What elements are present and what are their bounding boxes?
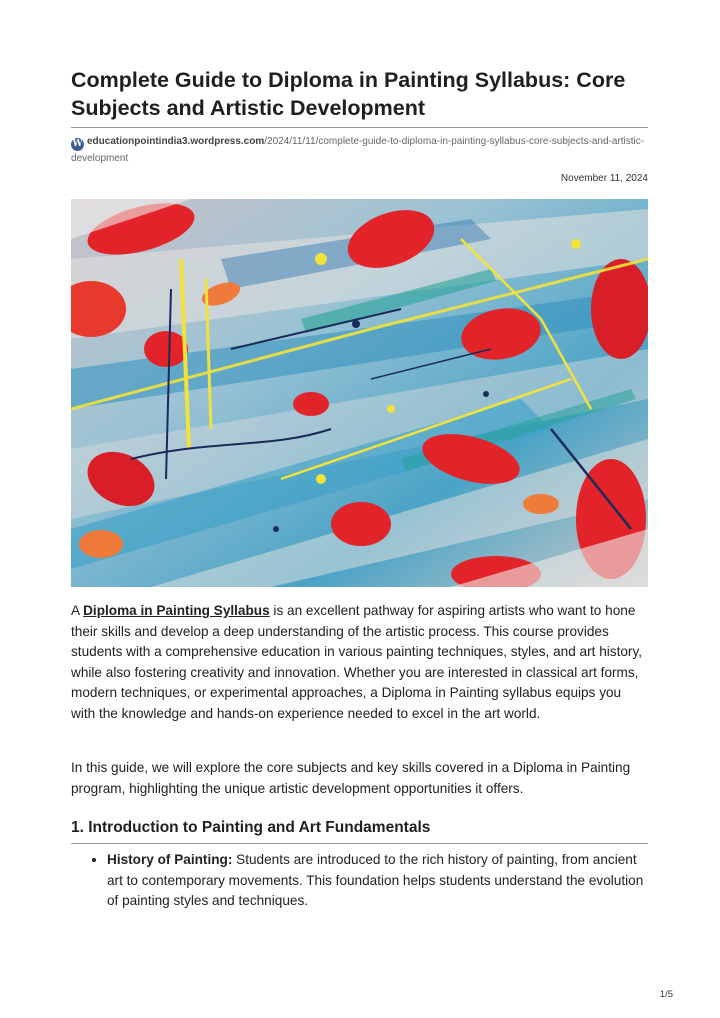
section-heading-1: 1. Introduction to Painting and Art Fundamentals xyxy=(71,819,431,836)
bullet-text: Students are introduced to the rich history of painting, from ancient art to contemporary movements. This foundation helps students understand the evolution of painting styles and techniques. xyxy=(107,852,644,909)
intro-paragraph xyxy=(71,601,648,725)
section-divider xyxy=(71,843,648,844)
article-title: Complete Guide to Diploma in Painting Syllabus: Core Subjects and Artistic Development xyxy=(71,68,626,120)
bullet-item-history xyxy=(107,850,648,912)
intro-text-after: is an excellent pathway for aspiring artists who want to hone their skills and develop a deep understanding of the artistic process. This course provides students with a comprehensive education in various painting techniques, styles, and art history, while also fostering creativity and innovation. Whether you are interested in classical art forms, modern techniques, or experimental approaches, a Diploma in Painting syllabus equips you with the knowledge and hands-on experience needed to excel in the art world. xyxy=(71,603,643,721)
source-path[interactable]: /2024/11/11/complete-guide-to-diploma-in-painting-syllabus-core-subjects-and-artistic-development xyxy=(71,136,645,164)
source-url[interactable] xyxy=(71,134,648,166)
section1-bullet-list xyxy=(71,850,648,912)
intro-text-before: A xyxy=(71,603,84,618)
source-domain[interactable]: educationpointindia3.wordpress.com xyxy=(87,136,265,147)
abstract-painting-image xyxy=(71,199,648,587)
page-number: 1/5 xyxy=(659,989,673,1000)
diploma-syllabus-link[interactable]: Diploma in Painting Syllabus xyxy=(83,603,270,618)
guide-paragraph: In this guide, we will explore the core subjects and key skills covered in a Diploma in Painting program, highlighting the unique artistic development opportunities it offers. xyxy=(71,760,631,796)
bullet-term: History of Painting: xyxy=(107,852,233,867)
wordpress-icon: W xyxy=(72,139,83,149)
publish-date: November 11, 2024 xyxy=(560,173,648,184)
title-divider xyxy=(71,127,648,128)
hero-image xyxy=(71,199,648,587)
